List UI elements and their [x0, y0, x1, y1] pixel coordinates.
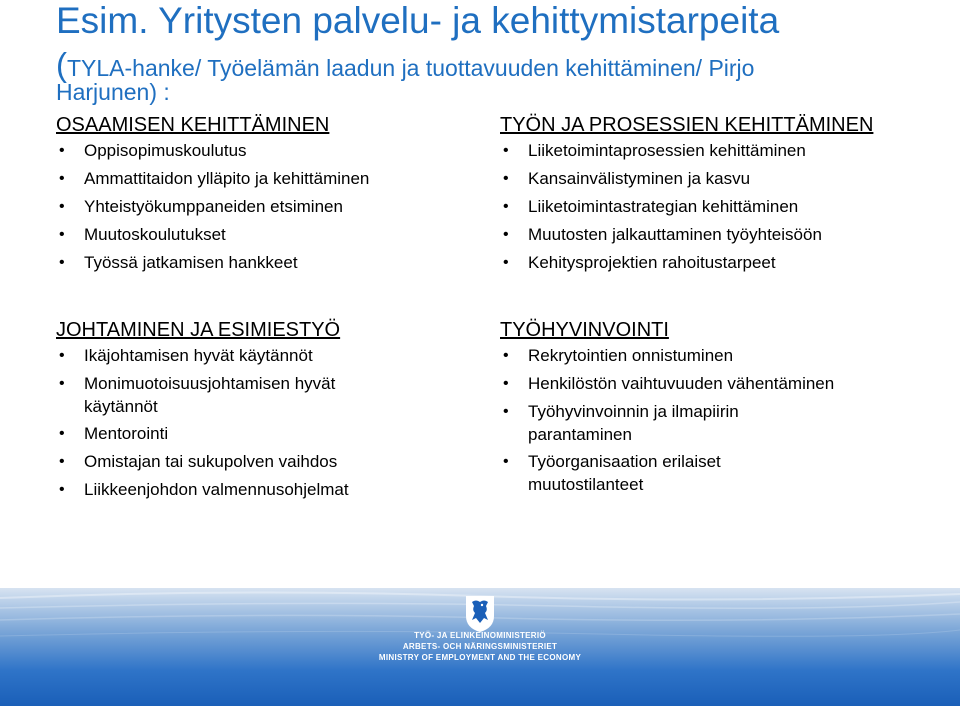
- list-item: • Työssä jatkamisen hankkeet: [56, 251, 476, 275]
- title-line-2-text: TYLA-hanke/ Työelämän laadun ja tuottavuuden kehittäminen/ Pirjo: [67, 55, 755, 81]
- list-item: • Rekrytointien onnistuminen: [500, 344, 920, 368]
- ministry-name-sv: ARBETS- OCH NÄRINGSMINISTERIET: [402, 642, 558, 651]
- list-item: • Ikäjohtamisen hyvät käytännöt: [56, 344, 446, 368]
- bullet-list: [500, 139, 940, 275]
- list-item: • Liiketoimintaprosessien kehittäminen: [500, 139, 940, 163]
- list-item: • Kehitysprojektien rahoitustarpeet: [500, 251, 940, 275]
- section-heading: TYÖHYVINVOINTI: [500, 319, 669, 341]
- list-item: • Ammattitaidon ylläpito ja kehittäminen: [56, 167, 476, 191]
- title-line-3: Harjunen) :: [56, 79, 170, 105]
- list-item: • Liikkeenjohdon valmennusohjelmat: [56, 478, 446, 502]
- title-line-1: Esim. Yritysten palvelu- ja kehittymistarpeita: [56, 0, 780, 41]
- list-item: • Omistajan tai sukupolven vaihdos: [56, 450, 446, 474]
- slide-title: [56, 0, 946, 104]
- lion-coat-of-arms-icon: [458, 590, 502, 634]
- list-item: • Työorganisaation erilaiset muutostilanteet: [500, 450, 778, 496]
- ministry-name: [0, 630, 960, 663]
- list-item: • Muutosten jalkauttaminen työyhteisöön: [500, 223, 940, 247]
- section-heading: TYÖN JA PROSESSIEN KEHITTÄMINEN: [500, 114, 874, 136]
- list-item: • Liiketoimintastrategian kehittäminen: [500, 195, 940, 219]
- section-johtaminen: [56, 318, 446, 506]
- list-item: • Monimuotoisuusjohtamisen hyvät käytännöt: [56, 372, 384, 418]
- list-item: • Henkilöstön vaihtuvuuden vähentäminen: [500, 372, 920, 396]
- title-line-2: [56, 48, 946, 81]
- list-item: • Mentorointi: [56, 422, 446, 446]
- bullet-list: [56, 139, 476, 275]
- ministry-name-fi: TYÖ- JA ELINKEINOMINISTERIÖ: [414, 631, 546, 640]
- list-item: • Oppisopimuskoulutus: [56, 139, 476, 163]
- list-item: • Kansainvälistyminen ja kasvu: [500, 167, 940, 191]
- section-heading: JOHTAMINEN JA ESIMIESTYÖ: [56, 319, 341, 341]
- section-heading: OSAAMISEN KEHITTÄMINEN: [56, 114, 330, 136]
- list-item: • Yhteistyökumppaneiden etsiminen: [56, 195, 476, 219]
- list-item: • Muutoskoulutukset: [56, 223, 476, 247]
- section-tyohyvinvointi: [500, 318, 835, 500]
- bullet-list: [500, 344, 920, 496]
- ministry-name-en: MINISTRY OF EMPLOYMENT AND THE ECONOMY: [378, 653, 582, 662]
- section-tyon-ja-prosessien: [500, 113, 940, 279]
- bullet-list: [56, 344, 446, 502]
- title-paren: (: [56, 46, 67, 83]
- list-item: • Työhyvinvoinnin ja ilmapiirin parantaminen: [500, 400, 798, 446]
- section-osaaminen: [56, 113, 476, 279]
